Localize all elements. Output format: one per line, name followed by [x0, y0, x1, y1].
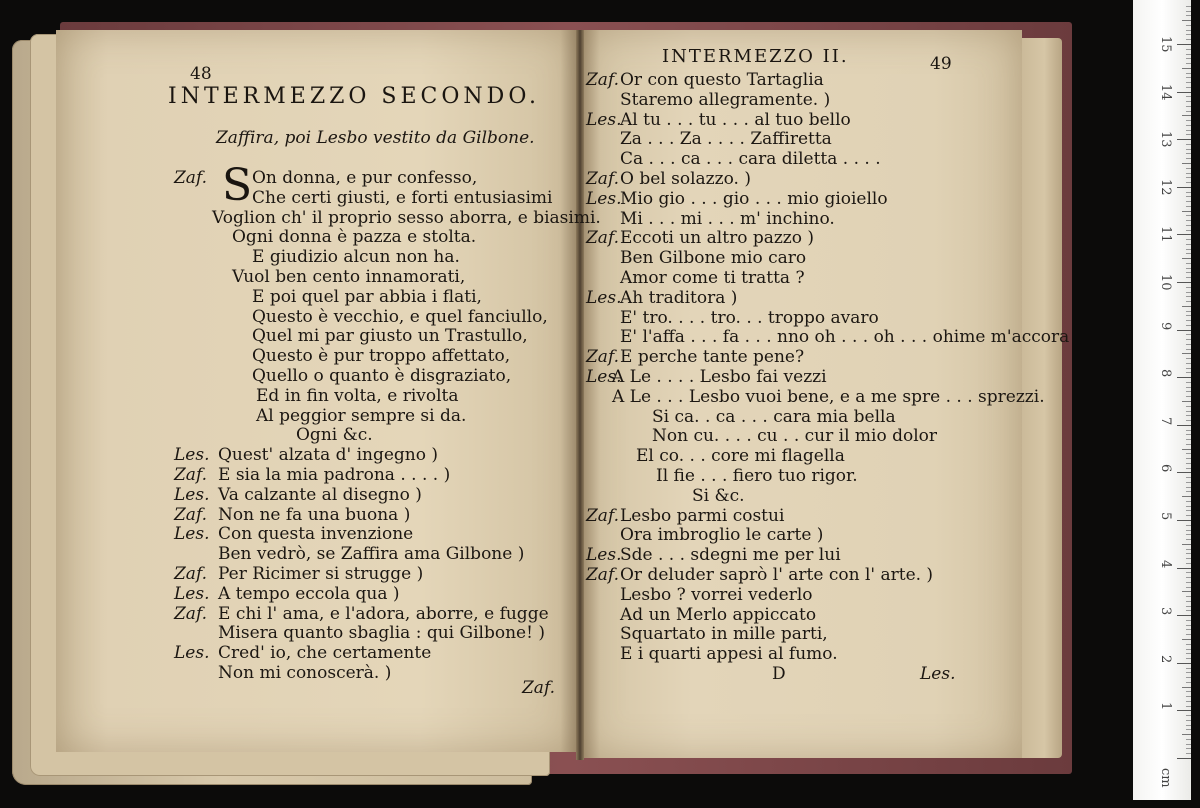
ruler-tick: [1186, 144, 1191, 145]
verse-line: Al peggior sempre si da.: [256, 405, 467, 426]
signature-mark: D: [772, 664, 786, 684]
verse-line: Voglion ch' il proprio sesso aborra, e biasimi.: [212, 207, 601, 228]
drop-cap: S: [222, 160, 253, 211]
ruler-number: 5: [1158, 512, 1173, 521]
ruler-tick: [1186, 215, 1191, 216]
ruler-tick: [1186, 563, 1191, 564]
ruler-tick: [1182, 687, 1191, 688]
ruler-tick: [1186, 320, 1191, 321]
verse-line: Quello o quanto è disgraziato,: [252, 366, 512, 386]
verse-line: E sia la mia padrona . . . . ): [218, 465, 451, 485]
ruler-tick: [1186, 196, 1191, 197]
verse-line: Non cu. . . . cu . . cur il mio dolor: [652, 426, 938, 447]
ruler-tick: [1186, 287, 1191, 288]
ruler-tick: [1186, 149, 1191, 150]
ruler-number: 15: [1158, 36, 1173, 53]
ruler-tick: [1186, 30, 1191, 31]
verse-line: Za . . . Za . . . . Zaffiretta: [620, 129, 832, 150]
ruler-tick: [1186, 87, 1191, 88]
ruler-tick: [1177, 44, 1191, 45]
ruler-tick: [1186, 173, 1191, 174]
ruler-number: 13: [1158, 131, 1173, 148]
verse-line: Non ne fa una buona ): [218, 504, 411, 525]
ruler-tick: [1186, 696, 1191, 697]
verse-line: Quest' alzata d' ingegno ): [218, 445, 439, 466]
running-head-left: INTERMEZZO SECONDO.: [168, 84, 541, 109]
verse-line: Eccoti un altro pazzo ): [620, 228, 815, 249]
speaker-label: Les.: [174, 583, 210, 604]
verse-line: Amor come ti tratta ?: [620, 268, 805, 288]
ruler-number: 1: [1158, 702, 1173, 711]
verse-line: Ah traditora ): [620, 287, 738, 308]
ruler-tick: [1186, 715, 1191, 716]
ruler-tick: [1186, 582, 1191, 583]
ruler-tick: [1186, 344, 1191, 345]
ruler-tick: [1186, 368, 1191, 369]
ruler-tick: [1177, 472, 1191, 473]
verse-line: E chi l' ama, e l'adora, aborre, e fugge: [218, 603, 549, 624]
verse-line: Or deluder saprò l' arte con l' arte. ): [620, 565, 934, 585]
ruler-tick: [1186, 177, 1191, 178]
ruler-tick: [1182, 163, 1191, 164]
ruler-tick: [1177, 710, 1191, 711]
ruler-unit-label: cm: [1158, 768, 1173, 788]
speaker-label: Zaf.: [586, 228, 620, 249]
speaker-label: Zaf.: [586, 347, 620, 368]
ruler-number: 4: [1158, 559, 1173, 568]
verse-line: A Le . . . . Lesbo fai vezzi: [612, 367, 827, 387]
ruler-tick: [1186, 153, 1191, 154]
ruler-tick: [1186, 625, 1191, 626]
verse-line: Misera quanto sbaglia : qui Gilbone! ): [218, 623, 545, 644]
measuring-ruler: [1133, 0, 1191, 800]
verse-line: Con questa invenzione: [218, 524, 414, 545]
ruler-tick: [1186, 672, 1191, 673]
ruler-tick: [1186, 649, 1191, 650]
ruler-tick: [1186, 387, 1191, 388]
verse-line: E' tro. . . . tro. . . troppo avaro: [620, 307, 879, 328]
ruler-tick: [1186, 725, 1191, 726]
ruler-tick: [1186, 668, 1191, 669]
ruler-tick: [1186, 325, 1191, 326]
speaker-label: Les.: [174, 643, 210, 664]
ruler-tick: [1186, 501, 1191, 502]
ruler-tick: [1186, 120, 1191, 121]
verse-line: O bel solazzo. ): [620, 169, 751, 189]
verse-line: Ad un Merlo appiccato: [620, 604, 817, 625]
catchword-right: Les.: [920, 664, 956, 684]
verse-line: Non mi conoscerà. ): [218, 663, 392, 683]
ruler-tick: [1186, 272, 1191, 273]
ruler-tick: [1186, 25, 1191, 26]
ruler-tick: [1186, 296, 1191, 297]
speaker-label: Zaf.: [586, 169, 620, 189]
ruler-tick: [1186, 739, 1191, 740]
verse-line: Lesbo ? vorrei vederlo: [620, 584, 813, 605]
ruler-tick: [1186, 192, 1191, 193]
ruler-tick: [1186, 644, 1191, 645]
ruler-tick: [1186, 530, 1191, 531]
verse-line: Ca . . . ca . . . cara diletta . . . .: [620, 149, 881, 170]
ruler-tick: [1186, 315, 1191, 316]
ruler-tick: [1186, 658, 1191, 659]
ruler-tick: [1186, 230, 1191, 231]
ruler-tick: [1186, 610, 1191, 611]
verse-line: Per Ricimer si strugge ): [218, 564, 424, 584]
ruler-tick: [1186, 277, 1191, 278]
ruler-tick: [1186, 220, 1191, 221]
ruler-tick: [1186, 168, 1191, 169]
speaker-label: Les.: [586, 287, 622, 308]
ruler-tick: [1177, 234, 1191, 235]
ruler-tick: [1186, 753, 1191, 754]
ruler-tick: [1186, 620, 1191, 621]
ruler-tick: [1182, 211, 1191, 212]
ruler-tick: [1177, 758, 1191, 759]
ruler-tick: [1186, 101, 1191, 102]
speaker-label: Les.: [586, 109, 622, 130]
ruler-tick: [1186, 349, 1191, 350]
ruler-tick: [1182, 496, 1191, 497]
verse-line: El co. . . core mi flagella: [636, 446, 845, 467]
ruler-tick: [1186, 334, 1191, 335]
verse-line: Quel mi par giusto un Trastullo,: [252, 326, 528, 347]
ruler-tick: [1182, 639, 1191, 640]
verse-line: Questo è vecchio, e quel fanciullo,: [252, 306, 548, 327]
ruler-tick: [1186, 453, 1191, 454]
ruler-tick: [1186, 596, 1191, 597]
ruler-tick: [1182, 258, 1191, 259]
ruler-tick: [1186, 39, 1191, 40]
verse-line: Cred' io, che certamente: [218, 643, 432, 664]
ruler-tick: [1186, 572, 1191, 573]
ruler-tick: [1182, 115, 1191, 116]
ruler-tick: [1186, 515, 1191, 516]
ruler-tick: [1186, 468, 1191, 469]
catchword-left: Zaf.: [522, 678, 556, 698]
ruler-tick: [1182, 449, 1191, 450]
ruler-tick: [1186, 339, 1191, 340]
speaker-label: Les.: [174, 445, 210, 466]
ruler-tick: [1186, 130, 1191, 131]
ruler-tick: [1186, 510, 1191, 511]
speaker-label: Zaf.: [586, 70, 620, 90]
ruler-tick: [1186, 96, 1191, 97]
verse-line: Ora imbroglio le carte ): [620, 525, 824, 546]
ruler-tick: [1186, 748, 1191, 749]
ruler-tick: [1186, 653, 1191, 654]
ruler-tick: [1186, 249, 1191, 250]
ruler-tick: [1186, 268, 1191, 269]
ruler-tick: [1186, 411, 1191, 412]
ruler-tick: [1186, 420, 1191, 421]
ruler-tick: [1186, 487, 1191, 488]
ruler-number: 14: [1158, 83, 1173, 101]
book-gutter: [576, 30, 584, 760]
verse-line: Si &c.: [692, 485, 745, 506]
speaker-label: Zaf.: [174, 504, 208, 525]
ruler-tick: [1186, 111, 1191, 112]
ruler-tick: [1177, 615, 1191, 616]
verse-line: Ed in fin volta, e rivolta: [256, 385, 459, 406]
ruler-number: 3: [1158, 607, 1173, 616]
ruler-tick: [1186, 15, 1191, 16]
ruler-tick: [1186, 382, 1191, 383]
ruler-tick: [1186, 253, 1191, 254]
ruler-tick: [1177, 520, 1191, 521]
ruler-tick: [1186, 458, 1191, 459]
ruler-tick: [1186, 506, 1191, 507]
ruler-tick: [1177, 282, 1191, 283]
speaker-label: Zaf.: [174, 603, 208, 624]
ruler-tick: [1186, 58, 1191, 59]
ruler-tick: [1186, 720, 1191, 721]
ruler-tick: [1186, 244, 1191, 245]
ruler-tick: [1182, 544, 1191, 545]
speaker-label: Les.: [586, 545, 622, 566]
verse-line: Ogni &c.: [296, 425, 373, 446]
ruler-tick: [1186, 706, 1191, 707]
verse-line: Vuol ben cento innamorati,: [232, 267, 466, 287]
ruler-tick: [1186, 463, 1191, 464]
ruler-number: 2: [1158, 654, 1173, 664]
ruler-tick: [1186, 372, 1191, 373]
stage-direction: Zaffira, poi Lesbo vestito da Gilbone.: [216, 128, 535, 148]
ruler-number: 7: [1158, 416, 1173, 426]
verse-line: Mi . . . mi . . . m' inchino.: [620, 208, 835, 229]
speaker-label: Les.: [174, 484, 210, 505]
verse-line: Che certi giusti, e forti entusiasimi: [252, 187, 553, 208]
verse-line: Staremo allegramente. ): [620, 89, 831, 110]
ruler-tick: [1186, 558, 1191, 559]
ruler-tick: [1186, 391, 1191, 392]
ruler-tick: [1186, 6, 1191, 7]
verse-line: Mio gio . . . gio . . . mio gioiello: [620, 188, 888, 209]
ruler-tick: [1186, 434, 1191, 435]
verse-line: Or con questo Tartaglia: [620, 70, 824, 90]
speaker-label: Les.: [174, 524, 210, 545]
ruler-tick: [1186, 396, 1191, 397]
ruler-tick: [1177, 425, 1191, 426]
ruler-tick: [1186, 430, 1191, 431]
ruler-tick: [1186, 406, 1191, 407]
ruler-tick: [1186, 311, 1191, 312]
ruler-tick: [1186, 225, 1191, 226]
ruler-tick: [1186, 201, 1191, 202]
ruler-tick: [1186, 11, 1191, 12]
verse-line: Ogni donna è pazza e stolta.: [232, 227, 477, 248]
ruler-tick: [1186, 292, 1191, 293]
ruler-tick: [1186, 534, 1191, 535]
verse-line: E poi quel par abbia i flati,: [252, 286, 482, 307]
ruler-tick: [1186, 587, 1191, 588]
ruler-tick: [1186, 363, 1191, 364]
ruler-tick: [1186, 125, 1191, 126]
speaker-label: Zaf.: [174, 168, 208, 188]
ruler-number: 8: [1158, 369, 1173, 378]
verse-line: Si ca. . ca . . . cara mia bella: [652, 406, 896, 427]
ruler-tick: [1186, 634, 1191, 635]
ruler-tick: [1186, 439, 1191, 440]
verse-line: E giudizio alcun non ha.: [252, 247, 460, 268]
ruler-tick: [1177, 377, 1191, 378]
ruler-tick: [1177, 139, 1191, 140]
ruler-tick: [1186, 491, 1191, 492]
ruler-tick: [1186, 77, 1191, 78]
ruler-tick: [1182, 353, 1191, 354]
running-head-right: INTERMEZZO II.: [662, 46, 849, 67]
ruler-tick: [1182, 20, 1191, 21]
ruler-number: 10: [1158, 274, 1173, 291]
ruler-tick: [1186, 682, 1191, 683]
ruler-tick: [1186, 206, 1191, 207]
ruler-tick: [1177, 187, 1191, 188]
ruler-tick: [1186, 301, 1191, 302]
ruler-tick: [1186, 629, 1191, 630]
ruler-tick: [1186, 549, 1191, 550]
ruler-tick: [1177, 92, 1191, 93]
ruler-tick: [1186, 601, 1191, 602]
verse-line: Al tu . . . tu . . . al tuo bello: [620, 109, 851, 130]
verse-line: Lesbo parmi costui: [620, 505, 785, 526]
speaker-label: Les.: [586, 367, 622, 387]
ruler-tick: [1186, 729, 1191, 730]
ruler-tick: [1186, 239, 1191, 240]
ruler-tick: [1186, 539, 1191, 540]
ruler-tick: [1186, 444, 1191, 445]
speaker-label: Les.: [586, 188, 622, 209]
ruler-tick: [1186, 606, 1191, 607]
verse-line: Il fie . . . fiero tuo rigor.: [656, 466, 858, 486]
ruler-tick: [1186, 482, 1191, 483]
verse-line: On donna, e pur confesso,: [252, 168, 478, 188]
verse-line: E perche tante pene?: [620, 347, 805, 368]
verse-line: Ben Gilbone mio caro: [620, 248, 807, 269]
verse-line: A Le . . . Lesbo vuoi bene, e a me spre . . . sprezzi.: [612, 386, 1045, 407]
verse-line: E' l'affa . . . fa . . . nno oh . . . oh . . . ohime m'accora: [620, 327, 1070, 348]
ruler-tick: [1186, 477, 1191, 478]
ruler-number: 12: [1158, 178, 1173, 196]
verse-line: E i quarti appesi al fumo.: [620, 644, 838, 665]
page-number-left: 48: [190, 64, 212, 84]
ruler-tick: [1186, 34, 1191, 35]
ruler-tick: [1186, 158, 1191, 159]
ruler-tick: [1182, 68, 1191, 69]
ruler-tick: [1177, 663, 1191, 664]
ruler-tick: [1186, 577, 1191, 578]
ruler-tick: [1186, 358, 1191, 359]
page-number-right: 49: [930, 54, 952, 74]
ruler-tick: [1182, 734, 1191, 735]
ruler-tick: [1186, 263, 1191, 264]
ruler-tick: [1186, 49, 1191, 50]
ruler-tick: [1186, 701, 1191, 702]
ruler-tick: [1186, 73, 1191, 74]
ruler-tick: [1186, 134, 1191, 135]
verse-line: Squartato in mille parti,: [620, 624, 828, 645]
ruler-tick: [1186, 677, 1191, 678]
ruler-tick: [1186, 182, 1191, 183]
speaker-label: Zaf.: [586, 565, 620, 585]
ruler-number: 11: [1158, 226, 1173, 243]
ruler-tick: [1182, 591, 1191, 592]
ruler-tick: [1186, 63, 1191, 64]
ruler-tick: [1186, 691, 1191, 692]
ruler-tick: [1186, 82, 1191, 83]
ruler-tick: [1186, 553, 1191, 554]
verse-line: Sde . . . sdegni me per lui: [620, 545, 841, 566]
speaker-label: Zaf.: [586, 505, 620, 526]
ruler-number: 9: [1158, 321, 1173, 330]
speaker-label: Zaf.: [174, 564, 208, 584]
ruler-tick: [1186, 744, 1191, 745]
verse-line: A tempo eccola qua ): [218, 583, 400, 604]
ruler-tick: [1177, 330, 1191, 331]
verse-line: Va calzante al disegno ): [218, 484, 422, 505]
ruler-tick: [1186, 525, 1191, 526]
ruler-tick: [1186, 106, 1191, 107]
ruler-tick: [1182, 401, 1191, 402]
ruler-tick: [1186, 415, 1191, 416]
verse-line: Questo è pur troppo affettato,: [252, 346, 511, 367]
ruler-number: 6: [1158, 464, 1173, 473]
ruler-tick: [1186, 54, 1191, 55]
ruler-tick: [1182, 306, 1191, 307]
speaker-label: Zaf.: [174, 465, 208, 485]
ruler-tick: [1177, 568, 1191, 569]
verse-line: Ben vedrò, se Zaffira ama Gilbone ): [218, 544, 525, 565]
